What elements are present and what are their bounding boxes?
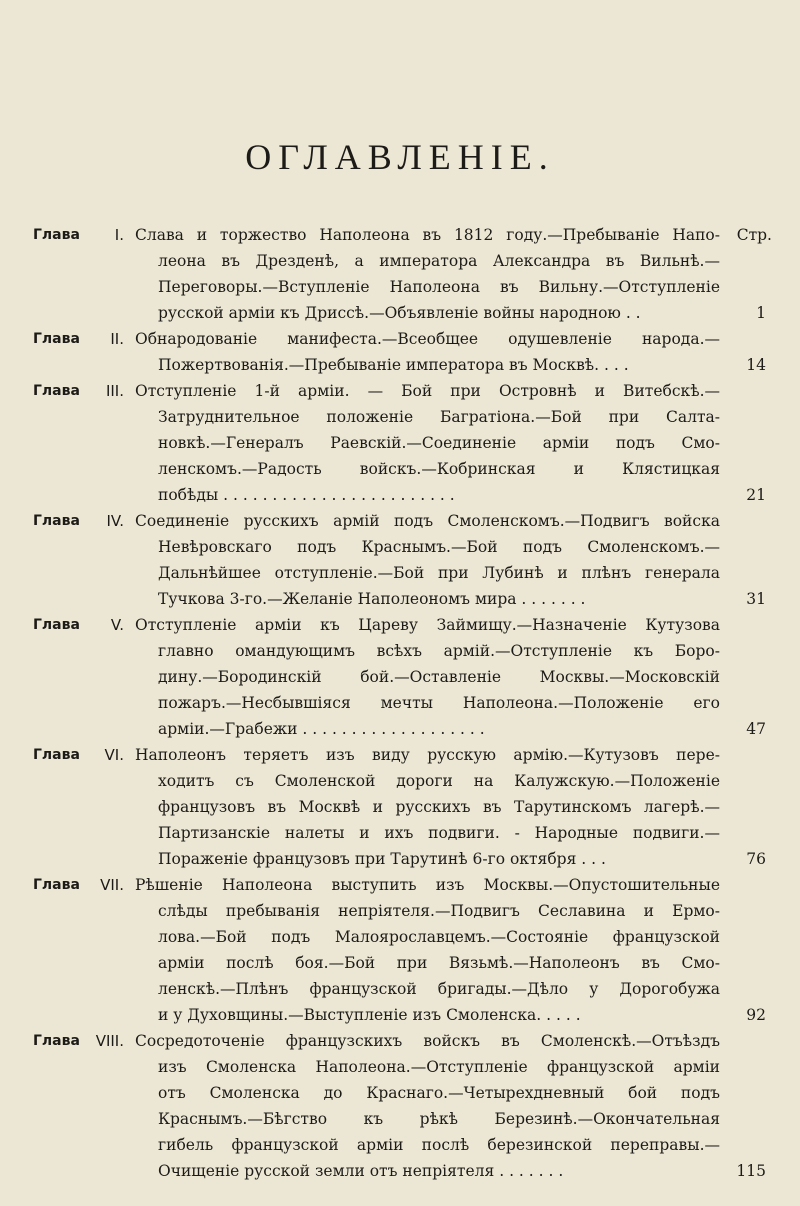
chapter-label: Глава (33, 877, 80, 893)
summary-line: ходитъ съ Смоленской дороги на Калужскую.—Положеніе (158, 772, 720, 790)
summary-line: ленскѣ.—Плѣнъ французской бригады.—Дѣло у Дорогобужа (158, 980, 720, 998)
toc-entry (0, 1028, 800, 1184)
page-number: 92 (746, 1006, 766, 1024)
summary-line: Очищеніе русской земли отъ непріятеля . . . . . . . (158, 1162, 564, 1180)
page-number: 21 (746, 486, 766, 504)
summary-line: новкѣ.—Генералъ Раевскій.—Соединеніе арміи подъ Смо- (158, 434, 720, 452)
summary-line: дину.—Бородинскій бой.—Оставленіе Москвы.—Московскій (158, 668, 720, 686)
chapter-label: Глава (33, 1033, 80, 1049)
chapter-summary (135, 326, 720, 378)
summary-line: арміи.—Грабежи . . . . . . . . . . . . . . . . . . . (158, 720, 485, 738)
summary-line: гибель французской арміи послѣ березинской переправы.— (158, 1136, 720, 1154)
chapter-label: Глава (33, 227, 80, 243)
page-column-header: Стр. (736, 226, 772, 244)
chapter-label: Глава (33, 617, 80, 633)
summary-line: Пораженіе французовъ при Тарутинѣ 6-го октября . . . (158, 850, 606, 868)
chapter-summary (135, 1028, 720, 1184)
summary-line: Слава и торжество Наполеона въ 1812 году.—Пребываніе Напо- (135, 226, 720, 244)
chapter-number: V. (110, 616, 124, 634)
summary-line: Отступленіе арміи къ Цареву Займищу.—Назначеніе Кутузова (135, 616, 720, 634)
summary-line: Дальнѣйшее отступленіе.—Бой при Лубинѣ и плѣнъ генерала (158, 564, 720, 582)
page-number: 14 (746, 356, 766, 374)
summary-line: Соединеніе русскихъ армій подъ Смоленскомъ.—Подвигъ войска (135, 512, 720, 530)
summary-line: Рѣшеніе Наполеона выступить изъ Москвы.—Опустошительные (135, 876, 720, 894)
chapter-label: Глава (33, 513, 80, 529)
summary-line: изъ Смоленска Наполеона.—Отступленіе французской арміи (158, 1058, 720, 1076)
chapter-number: VII. (100, 876, 124, 894)
toc-entry (0, 508, 800, 612)
chapter-summary (135, 612, 720, 742)
summary-line: пожаръ.—Несбывшіяся мечты Наполеона.—Положеніе его (158, 694, 720, 712)
page-number: 1 (756, 304, 766, 322)
summary-line: главно омандующимъ всѣхъ армій.—Отступленіе къ Боро- (158, 642, 720, 660)
toc-entry (0, 872, 800, 1028)
chapter-summary (135, 378, 720, 508)
page-number: 76 (746, 850, 766, 868)
chapter-label: Глава (33, 383, 80, 399)
summary-line: отъ Смоленска до Краснаго.—Четырехдневный бой подъ (158, 1084, 720, 1102)
chapter-summary (135, 742, 720, 872)
chapter-summary (135, 872, 720, 1028)
chapter-label: Глава (33, 747, 80, 763)
toc-entry (0, 378, 800, 508)
summary-line: Сосредоточеніе французскихъ войскъ въ Смоленскѣ.—Отъѣздъ (135, 1032, 720, 1050)
summary-line: Пожертвованія.—Пребываніе императора въ Москвѣ. . . . (158, 356, 629, 374)
summary-line: Отступленіе 1-й арміи. — Бой при Островнѣ и Витебскѣ.— (135, 382, 720, 400)
page-title: ОГЛАВЛЕНІЕ. (245, 137, 555, 177)
summary-line: русской арміи къ Дриссѣ.—Объявленіе войны народною . . (158, 304, 641, 322)
summary-line: французовъ въ Москвѣ и русскихъ въ Тарутинскомъ лагерѣ.— (158, 798, 720, 816)
summary-line: Партизанскіе налеты и ихъ подвиги. - Народные подвиги.— (158, 824, 720, 842)
toc-entry (0, 742, 800, 872)
toc-entry (0, 326, 800, 378)
toc-entry (0, 222, 800, 326)
chapter-number: VIII. (95, 1032, 124, 1050)
summary-line: Тучкова 3-го.—Желаніе Наполеономъ мира . . . . . . . (158, 590, 586, 608)
chapter-number: III. (105, 382, 124, 400)
summary-line: Затруднительное положеніе Багратіона.—Бой при Салта- (158, 408, 720, 426)
chapter-number: VI. (104, 746, 124, 764)
summary-line: Обнародованіе манифеста.—Всеобщее одушевленіе народа.— (135, 330, 720, 348)
summary-line: Невѣровскаго подъ Краснымъ.—Бой подъ Смоленскомъ.— (158, 538, 720, 556)
toc-entry (0, 612, 800, 742)
summary-line: слѣды пребыванія непріятеля.—Подвигъ Сеславина и Ермо- (158, 902, 720, 920)
chapter-label: Глава (33, 331, 80, 347)
summary-line: Наполеонъ теряетъ изъ виду русскую армію.—Кутузовъ пере- (135, 746, 720, 764)
page-number: 31 (746, 590, 766, 608)
chapter-summary (135, 222, 720, 326)
summary-line: арміи послѣ боя.—Бой при Вязьмѣ.—Наполеонъ въ Смо- (158, 954, 720, 972)
summary-line: Краснымъ.—Бѣгство къ рѣкѣ Березинѣ.—Окончательная (158, 1110, 720, 1128)
summary-line: лова.—Бой подъ Малоярославцемъ.—Состояніе французской (158, 928, 720, 946)
chapter-summary (135, 508, 720, 612)
chapter-number: I. (114, 226, 124, 244)
summary-line: Переговоры.—Вступленіе Наполеона въ Вильну.—Отступленіе (158, 278, 720, 296)
summary-line: леона въ Дрезденѣ, а императора Александра въ Вильнѣ.— (158, 252, 720, 270)
summary-line: побѣды . . . . . . . . . . . . . . . . . . . . . . . . (158, 486, 455, 504)
summary-line: и у Духовщины.—Выступленіе изъ Смоленска. . . . . (158, 1006, 581, 1024)
chapter-number: II. (110, 330, 124, 348)
chapter-number: IV. (106, 512, 124, 530)
page-number: 115 (736, 1162, 766, 1180)
table-of-contents (0, 222, 800, 1184)
summary-line: ленскомъ.—Радость войскъ.—Кобринская и Клястицкая (158, 460, 720, 478)
page-number: 47 (746, 720, 766, 738)
